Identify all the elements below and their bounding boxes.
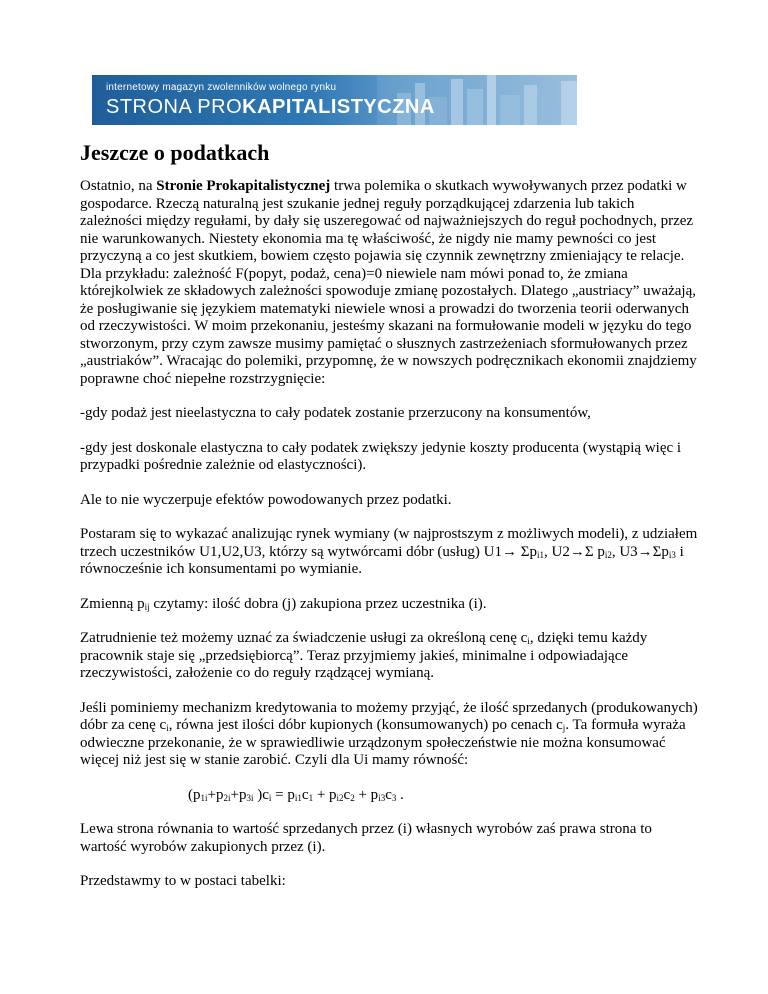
paragraph-elastic: -gdy jest doskonale elastyczna to cały podatek zwiększy jedynie koszty producenta (wystąpią więc i przypadki pośrednie zależnie od elastyczności). bbox=[80, 439, 682, 473]
eq-part: . bbox=[396, 786, 404, 803]
participant-u2: U2 bbox=[551, 543, 570, 560]
eq-part: (p bbox=[188, 786, 201, 803]
eq-part: c bbox=[343, 786, 351, 803]
sum-symbol: Σ bbox=[520, 543, 530, 560]
article-title: Jeszcze o podatkach bbox=[80, 140, 270, 165]
subscript: 3 bbox=[391, 792, 397, 803]
paragraph-market-model: Postaram się to wykazać analizując rynek wymiany (w najprostszym z możliwych modeli), z udziałem trzech uczestników U1,U2,U3, którzy są wytwórcami dóbr (usług) $U1\to \Sigma p_{i1}$, U2→Σ $p_{i2}$, $U3\to\Sigma p_{i3}$ i równocześnie ich konsumentami po wymianie. bbox=[80, 526, 698, 577]
variable-rest: czytamy: ilość dobra (j) zakupiona przez uczestnika (i). bbox=[149, 595, 487, 612]
subscript: i2 bbox=[604, 549, 612, 560]
subscript: i1 bbox=[536, 549, 544, 560]
site-name: Stronie Prokapitalistycznej bbox=[156, 178, 331, 194]
subscript: j bbox=[562, 723, 566, 733]
magazine-banner bbox=[92, 75, 577, 125]
employment-lead: Zatrudnienie też możemy uznać za świadczenie usługi za określoną cenę c bbox=[80, 630, 528, 646]
participant-u3: U3 bbox=[619, 543, 638, 560]
brand-bold-text: KAPITALISTYCZNA bbox=[242, 96, 435, 118]
var-p: p bbox=[529, 543, 537, 560]
subscript: 3i bbox=[246, 792, 254, 803]
subscript: 2 bbox=[350, 792, 355, 803]
eq-part: c bbox=[301, 786, 309, 803]
model-tail: i równocześnie ich konsumentami po wymianie. bbox=[80, 543, 684, 577]
article bbox=[80, 140, 700, 908]
banner-brand bbox=[106, 96, 435, 119]
subscript: i bbox=[268, 792, 272, 803]
eq-part: )c bbox=[253, 786, 269, 803]
paragraph-explanation: Lewa strona równania to wartość sprzedanych przez (i) własnych wyrobów zaś prawa strona to wartość wyrobów zakupionych przez (i). bbox=[80, 821, 652, 855]
eq-part: c bbox=[385, 786, 392, 803]
subscript: i2 bbox=[336, 792, 344, 803]
paragraph-employment bbox=[80, 630, 700, 683]
paragraph-intro bbox=[80, 178, 700, 388]
eq-part: + p bbox=[354, 786, 379, 803]
arrow-icon: → bbox=[637, 543, 653, 560]
subscript: i bbox=[166, 723, 169, 733]
paragraph-credit bbox=[80, 700, 700, 770]
var-p: p bbox=[661, 543, 669, 560]
arrow-icon: → bbox=[501, 543, 517, 560]
sum-symbol: Σ bbox=[584, 543, 594, 560]
eq-part: + p bbox=[313, 786, 337, 803]
eq-part: +p bbox=[230, 786, 247, 803]
subscript: 1 bbox=[308, 792, 314, 803]
paragraph-variable bbox=[80, 596, 700, 614]
paragraph-table-intro: Przedstawmy to w postaci tabelki: bbox=[80, 873, 286, 889]
credit-lead: Jeśli pominiemy mechanizm kredytowania to możemy przyjąć, że ilość sprzedanych (produkowanych) dóbr za cenę c bbox=[80, 699, 698, 733]
banner-tagline: internetowy magazyn zwolenników wolnego rynku bbox=[106, 82, 337, 93]
sum-symbol: Σ bbox=[652, 543, 662, 560]
subscript: 2i bbox=[223, 792, 231, 803]
intro-lead: Ostatnio, na bbox=[80, 178, 157, 194]
credit-mid: , równa jest ilości dóbr kupionych (konsumowanych) po cenach c bbox=[168, 717, 563, 733]
intro-rest: trwa polemika o skutkach wywoływanych przez podatki w gospodarce. Rzeczą naturalną jest szukanie jednej reguły porządkującej zdarzenia lub takich zależności między regułami, by dały się uszeregować od najważniejszych do reguł pochodnych, przez nie warunkowanych. Niestety ekonomia ma tę właściwość, że nigdy nie mamy pewności co jest przyczyną a co jest skutkiem, bowiem często pojawia się czynnik zewnętrzny zmieniający te relacje. Dla przykładu: zależność F(popyt, podaż, cena)=0 niewiele nam mówi ponad to, że zmiana którejkolwiek ze składowych zależności spowoduje zmianę pozostałych. Dlatego „austriacy” uważają, że posługiwanie się językiem matematyki niewiele wnosi a prowadzi do tworzenia teorii oderwanych od rzeczywistości. W moim przekonaniu, jesteśmy skazani na formułowanie modeli w języku do tego stworzonym, przy czym zawsze musimy pamiętać o słusznych zastrzeżeniach sformułowanych przez „austriaków”. Wracając do polemiki, przypomnę, że w nowszych podręcznikach ekonomii znajdziemy poprawne choć niepełne rozstrzygnięcie: bbox=[80, 178, 697, 387]
var-p: p bbox=[597, 543, 605, 560]
employment-rest: , dzięki temu każdy pracownik staje się „przedsiębiorcą”. Teraz przyjmiemy jakieś, minimalne i odpowiadające rzeczywistości, założenie co do reguły rządzącej wymianą. bbox=[80, 630, 648, 681]
model-text: Postaram się to wykazać analizując rynek wymiany (w najprostszym z możliwych modeli), z udziałem trzech uczestników U1,U2,U3, którzy są wytwórcami dóbr (usług) U1 bbox=[80, 526, 698, 560]
arrow-icon: → bbox=[569, 543, 585, 560]
subscript: ij bbox=[144, 601, 150, 612]
paragraph-effects: Ale to nie wyczerpuje efektów powodowanych przez podatki. bbox=[80, 491, 452, 508]
subscript: i3 bbox=[668, 549, 676, 560]
subscript: i3 bbox=[378, 792, 386, 803]
subscript: i1 bbox=[294, 792, 302, 803]
eq-part: = p bbox=[271, 786, 295, 803]
paragraph-inelastic: -gdy podaż jest nieelastyczna to cały podatek zostanie przerzucony na konsumentów, bbox=[80, 405, 591, 421]
credit-rest: . Ta formuła wyraża odwieczne przekonanie, że w sprawiedliwie urządzonym społeczeństwie nie można konsumować więcej niż jest się w stanie zarobić. Czyli dla Ui mamy równość: bbox=[80, 717, 686, 768]
subscript: 1i bbox=[200, 792, 208, 803]
equation bbox=[80, 787, 700, 805]
eq-part: +p bbox=[207, 786, 224, 803]
variable-lead: Zmienną p bbox=[80, 595, 145, 612]
brand-light-text: STRONA PRO bbox=[106, 96, 243, 118]
subscript: i bbox=[527, 636, 530, 646]
